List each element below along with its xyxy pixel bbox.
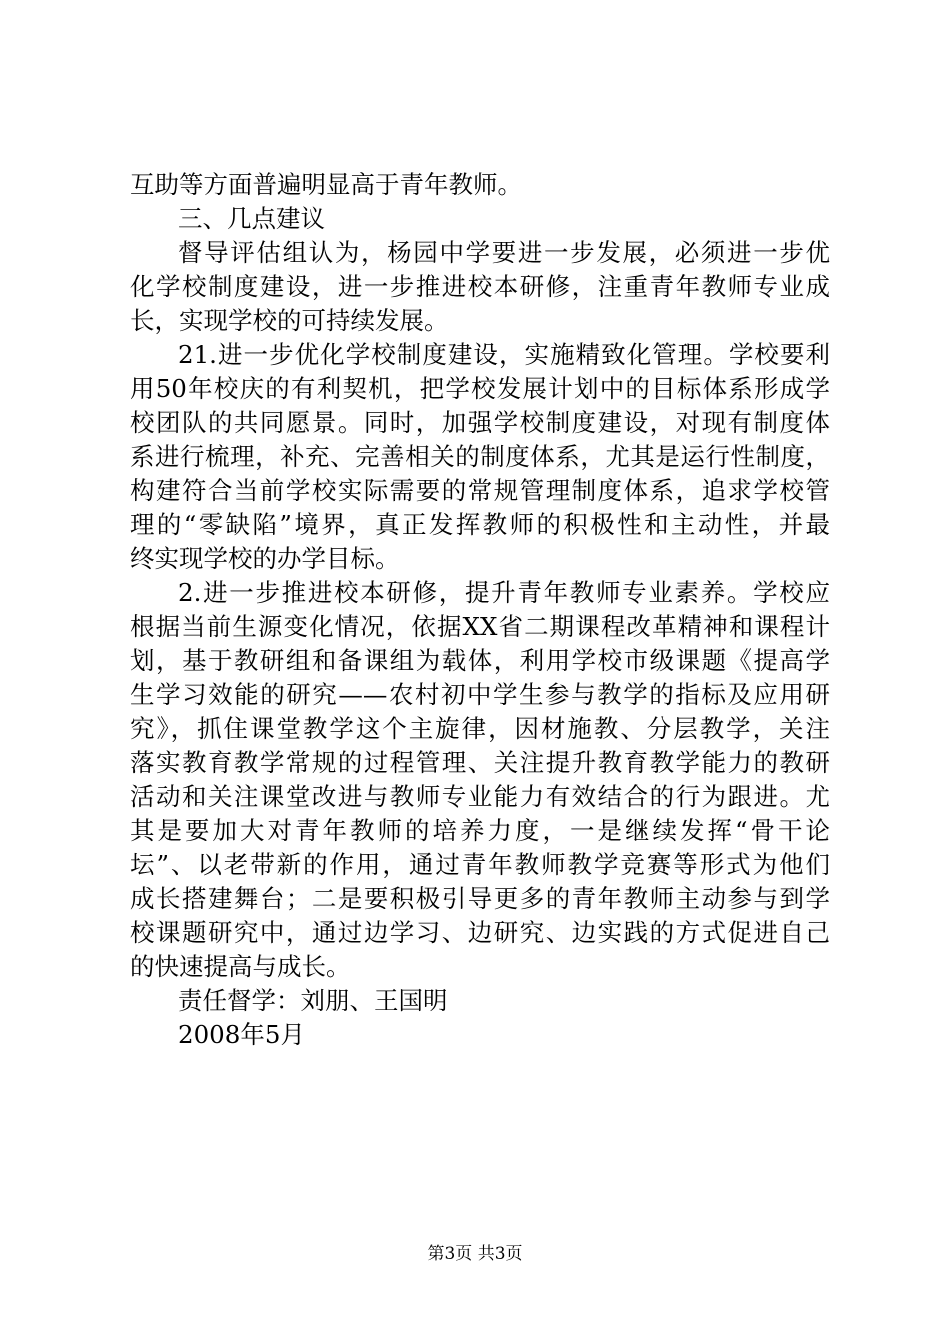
page-number: 第3页 共3页 [427, 1244, 523, 1264]
body-line: 系进行梳理，补充、完善相关的制度体系，尤其是运行性制度， [130, 442, 830, 471]
body-line: 活动和关注课堂改进与教师专业能力有效结合的行为跟进。尤 [130, 782, 830, 811]
body-line: 21.进一步优化学校制度建设，实施精致化管理。学校要利 [178, 340, 830, 369]
body-line: 落实教育教学常规的过程管理、关注提升教育教学能力的教研 [130, 748, 830, 777]
body-line: 互助等方面普遍明显高于青年教师。 [130, 170, 522, 199]
body-line: 2.进一步推进校本研修，提升青年教师专业素养。学校应 [178, 578, 830, 607]
section-heading: 三、几点建议 [178, 204, 325, 233]
date-line: 2008年5月 [178, 1020, 305, 1049]
body-line: 化学校制度建设，进一步推进校本研修，注重青年教师专业成 [130, 272, 830, 301]
body-line: 究》，抓住课堂教学这个主旋律，因材施教、分层教学，关注 [130, 714, 830, 743]
body-line: 划，基于教研组和备课组为载体，利用学校市级课题《提高学 [130, 646, 830, 675]
body-line: 构建符合当前学校实际需要的常规管理制度体系，追求学校管 [130, 476, 830, 505]
body-line: 理的“零缺陷”境界，真正发挥教师的积极性和主动性，并最 [130, 510, 830, 539]
page-footer [0, 1242, 950, 1266]
body-line: 成长搭建舞台；二是要积极引导更多的青年教师主动参与到学 [130, 884, 830, 913]
signature-line: 责任督学：刘朋、王国明 [178, 986, 448, 1015]
body-line: 用50年校庆的有利契机，把学校发展计划中的目标体系形成学 [130, 374, 830, 403]
document-body [130, 168, 830, 1052]
body-line: 坛”、以老带新的作用，通过青年教师教学竞赛等形式为他们 [130, 850, 830, 879]
body-line: 终实现学校的办学目标。 [130, 544, 400, 573]
body-line: 根据当前生源变化情况，依据XX省二期课程改革精神和课程计 [130, 612, 830, 641]
body-line: 其是要加大对青年教师的培养力度，一是继续发挥“骨干论 [130, 816, 830, 845]
body-line: 长，实现学校的可持续发展。 [130, 306, 449, 335]
body-line: 生学习效能的研究——农村初中学生参与教学的指标及应用研 [130, 680, 830, 709]
body-line: 的快速提高与成长。 [130, 952, 351, 981]
body-line: 校课题研究中，通过边学习、边研究、边实践的方式促进自己 [130, 918, 830, 947]
body-line: 督导评估组认为，杨园中学要进一步发展，必须进一步优 [178, 238, 830, 267]
body-line: 校团队的共同愿景。同时，加强学校制度建设，对现有制度体 [130, 408, 830, 437]
